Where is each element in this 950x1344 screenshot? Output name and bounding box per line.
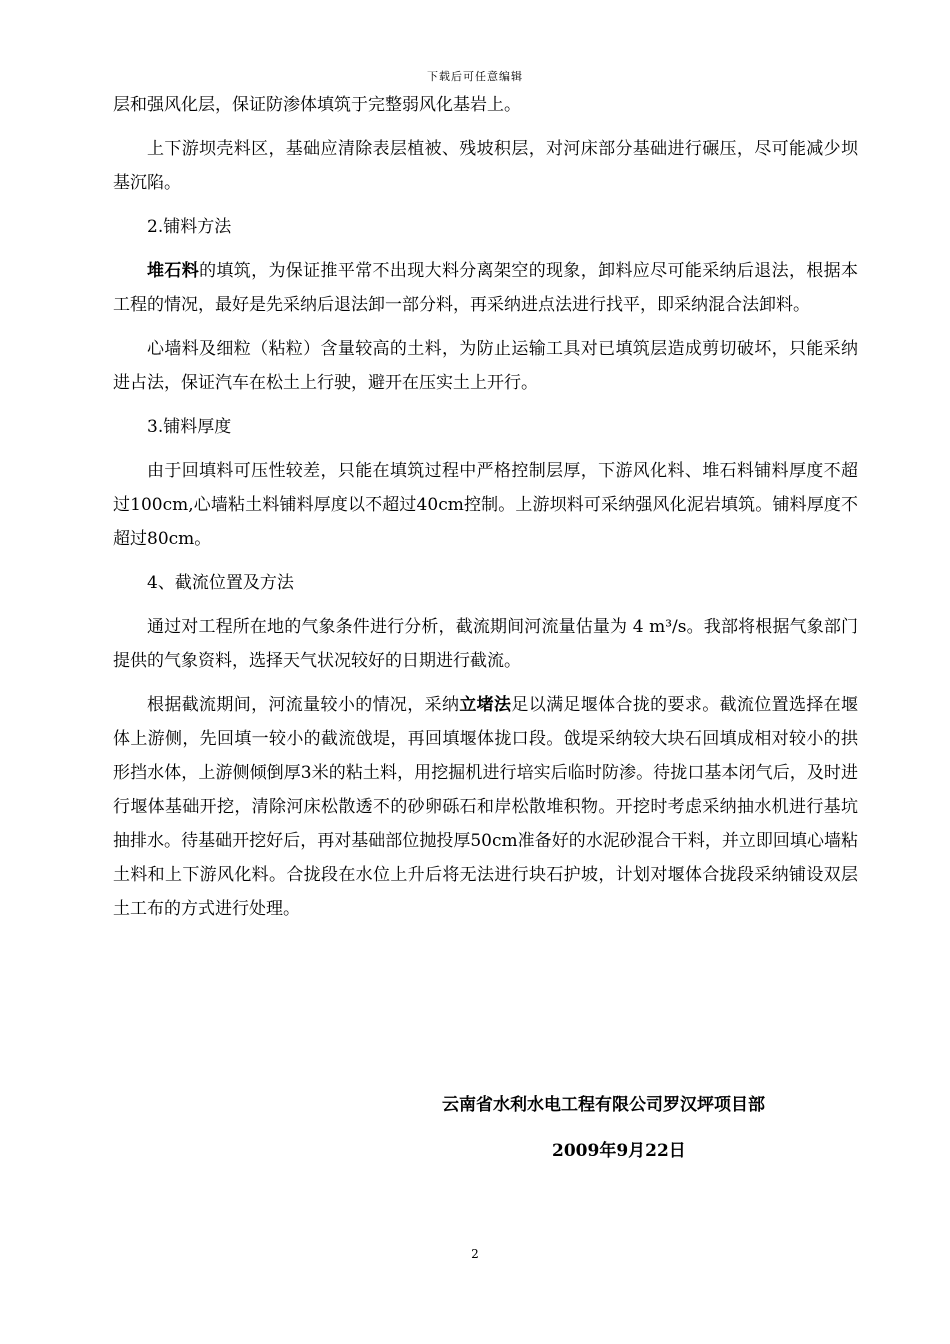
paragraph: 层和强风化层，保证防渗体填筑于完整弱风化基岩上。 [113, 95, 521, 115]
section-heading: 4、截流位置及方法 [147, 573, 294, 593]
paragraph [113, 254, 858, 322]
signature-organization: 云南省水利水电工程有限公司罗汉坪项目部 [442, 1095, 765, 1115]
paragraph [113, 688, 858, 926]
paragraph: 通过对工程所在地的气象条件进行分析，截流期间河流量估量为 4 m³/s。我部将根据气象部门提供的气象资料，选择天气状况较好的日期进行截流。 [113, 617, 858, 671]
signature-date: 2009年9月22日 [552, 1141, 686, 1161]
paragraph-text: 根据截流期间，河流量较小的情况，采纳 [147, 695, 460, 715]
paragraph-text: 的填筑，为保证推平常不出现大料分离架空的现象，卸料应尽可能采纳后退法，根据本工程的情况，最好是先采纳后退法卸一部分料，再采纳进点法进行找平，即采纳混合法卸料。 [113, 261, 859, 315]
section-heading: 3.铺料厚度 [147, 417, 232, 437]
paragraph-text: 足以满足堰体合拢的要求。截流位置选择在堰体上游侧，先回填一较小的截流戗堤，再回填堰体拢口段。戗堤采纳较大块石回填成相对较小的拱形挡水体，上游侧倾倒厚3米的粘土料，用挖掘机进行培实后临时防渗。待拢口基本闭气后，及时进行堰体基础开挖，清除河床松散透不的砂卵砾石和岸松散堆积物。开挖时考虑采纳抽水机进行基坑抽排水。待基础开挖好后，再对基础部位抛投厚50cm准备好的水泥砂混合干料，并立即回填心墙粘土料和上下游风化料。合拢段在水位上升后将无法进行块石护坡，计划对堰体合拢段采纳铺设双层土工布的方式进行处理。 [113, 695, 859, 919]
section-heading: 2.铺料方法 [147, 217, 232, 237]
page-number: 2 [471, 1247, 479, 1261]
page-header: 下载后可任意编辑 [427, 70, 523, 83]
paragraph: 由于回填料可压性较差，只能在填筑过程中严格控制层厚，下游风化料、堆石料铺料厚度不超过100cm,心墙粘土料铺料厚度以不超过40cm控制。上游坝料可采纳强风化泥岩填筑。铺料厚度不超过80cm。 [113, 461, 858, 549]
paragraph: 上下游坝壳料区，基础应清除表层植被、残坡积层，对河床部分基础进行碾压，尽可能减少坝基沉陷。 [113, 139, 858, 193]
bold-term: 立堵法 [459, 695, 512, 715]
bold-term: 堆石料 [147, 261, 200, 281]
document-body [113, 88, 858, 936]
paragraph: 心墙料及细粒（粘粒）含量较高的土料，为防止运输工具对已填筑层造成剪切破坏，只能采纳进占法，保证汽车在松土上行驶，避开在压实土上开行。 [113, 339, 858, 393]
